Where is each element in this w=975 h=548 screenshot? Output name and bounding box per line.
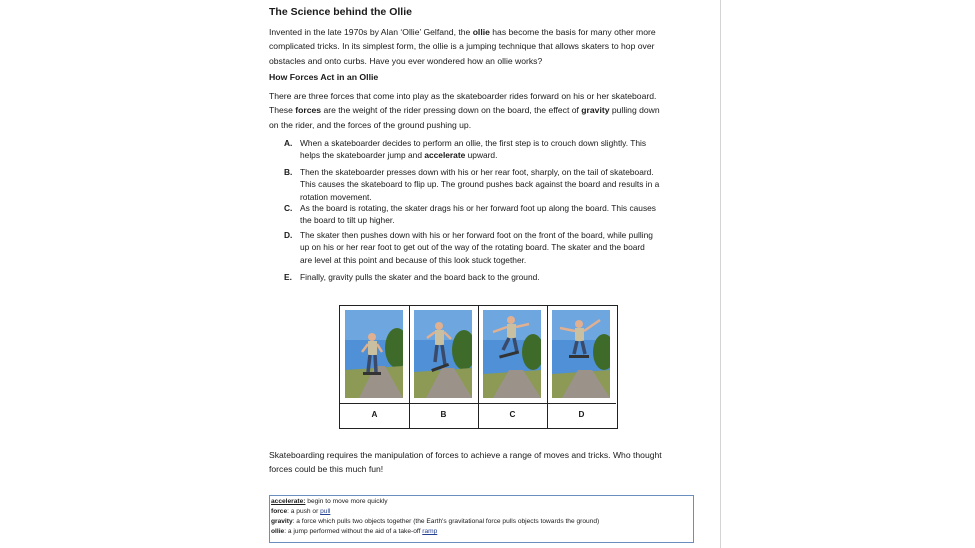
list-letter: A. — [284, 138, 293, 148]
glossary-entry-ollie: ollie: a jump performed without the aid of a take-off ramp — [271, 528, 438, 535]
forces-line-3: on the rider, and the forces of the ground pushing up. — [269, 119, 472, 130]
closing-line-2: forces could be this much fun! — [269, 464, 384, 475]
photo-label-c: C — [478, 403, 547, 429]
skater-photo-a — [345, 310, 403, 398]
photo-label-b: B — [409, 403, 478, 429]
ramp-link[interactable]: ramp — [422, 528, 438, 535]
photo-cell-b — [409, 306, 479, 428]
glossary-box — [269, 495, 694, 543]
skater-photo-d — [552, 310, 610, 398]
photo-cell-d — [547, 306, 616, 428]
list-letter: C. — [284, 203, 293, 213]
intro-line-1: Invented in the late 1970s by Alan ‘Ollie’ Gelfand, the ollie has become the basis for many other more — [269, 27, 656, 37]
forces-paragraph — [269, 89, 699, 132]
keyword-forces: forces — [295, 105, 322, 116]
glossary-entry-force: force: a push or pull — [271, 508, 331, 515]
photo-cell-c — [478, 306, 548, 428]
skater-photo-b — [414, 310, 472, 398]
document-title: The Science behind the Ollie — [269, 6, 412, 18]
keyword-gravity: gravity — [581, 105, 610, 116]
photo-label-d: D — [547, 403, 616, 429]
skater-photo-c — [483, 310, 541, 398]
document-page: The Science behind the Ollie Invented in the late 1970s by Alan ‘Ollie’ Gelfand, the ollie has become the basis for many other more complicated tricks. In its simplest form, the ollie is a jumping technique that allows skaters to hop over obstacles and onto curbs. Have you ever wondered how an ollie works? How Forces Act in an Ollie There are three forces that come into play as the skateboarder rides forward on his or her skateboard. These forces are the weight of the rider pressing down on the board, the effect of gravity pulling down on the rider, and the forces of the ground pushing up. A. When a skateboarder decides to perform an ollie, the first step is to crouch down slightly. This helps the skateboarder jump and accelerate upward. B. Then the skateboarder presses down with his or her rear foot, sharply, on the tail of skateboard. This causes the skateboard to flip up. The ground pushes back against the board and results in a rotation movement. C. As the board is rotating, the skater drags his or her forward foot up along the board. This causes the board to tilt up higher. D. The skater then pushes down with his or her forward foot on the front of the board, while pulling up on his or her rear foot to get out of the way of the rotating board. The skater and the board are level at this point and because of this look stuck together. E. Finally, gravity pulls the skater and the board back to the ground. A B C D Skateboarding requires the manipulation of forces to achieve a range of moves and tricks. Who thought forces could be this much fun! accelerate: begin to move more quickly force: a push or pull gravity: a force which pulls two objects together (the Earth's gravitational force pulls objects towards the ground) ollie: a jump performed without the aid of a take-off ramp — [255, 0, 721, 548]
intro-line-2: complicated tricks. In its simplest form, the ollie is a jumping technique that allows skaters to hop over — [269, 41, 655, 52]
glossary-entry-gravity: gravity: a force which pulls two objects together (the Earth's gravitational force pulls objects towards the ground) — [271, 518, 600, 525]
keyword-ollie: ollie — [472, 27, 490, 37]
list-letter: B. — [284, 167, 293, 177]
forces-line-2: These forces are the weight of the rider pressing down on the board, the effect of gravity pulling down — [269, 105, 660, 116]
section-heading: How Forces Act in an Ollie — [269, 72, 379, 82]
intro-line-3: obstacles and onto curbs. Have you ever wondered how an ollie works? — [269, 55, 543, 66]
pull-link[interactable]: pull — [320, 508, 331, 515]
photo-cell-a — [340, 306, 410, 428]
forces-line-1: There are three forces that come into play as the skateboarder rides forward on his or her skateboard. — [269, 91, 657, 101]
list-letter: E. — [284, 272, 292, 282]
intro-paragraph — [269, 25, 699, 68]
closing-line-1: Skateboarding requires the manipulation of forces to achieve a range of moves and tricks. Who thought — [269, 450, 662, 460]
list-letter: D. — [284, 230, 293, 240]
glossary-entry-accelerate: accelerate: begin to move more quickly — [271, 498, 388, 505]
closing-paragraph — [269, 448, 709, 477]
keyword-accelerate: accelerate — [424, 150, 466, 161]
photo-label-a: A — [340, 403, 409, 429]
ollie-photo-sequence — [339, 305, 618, 429]
